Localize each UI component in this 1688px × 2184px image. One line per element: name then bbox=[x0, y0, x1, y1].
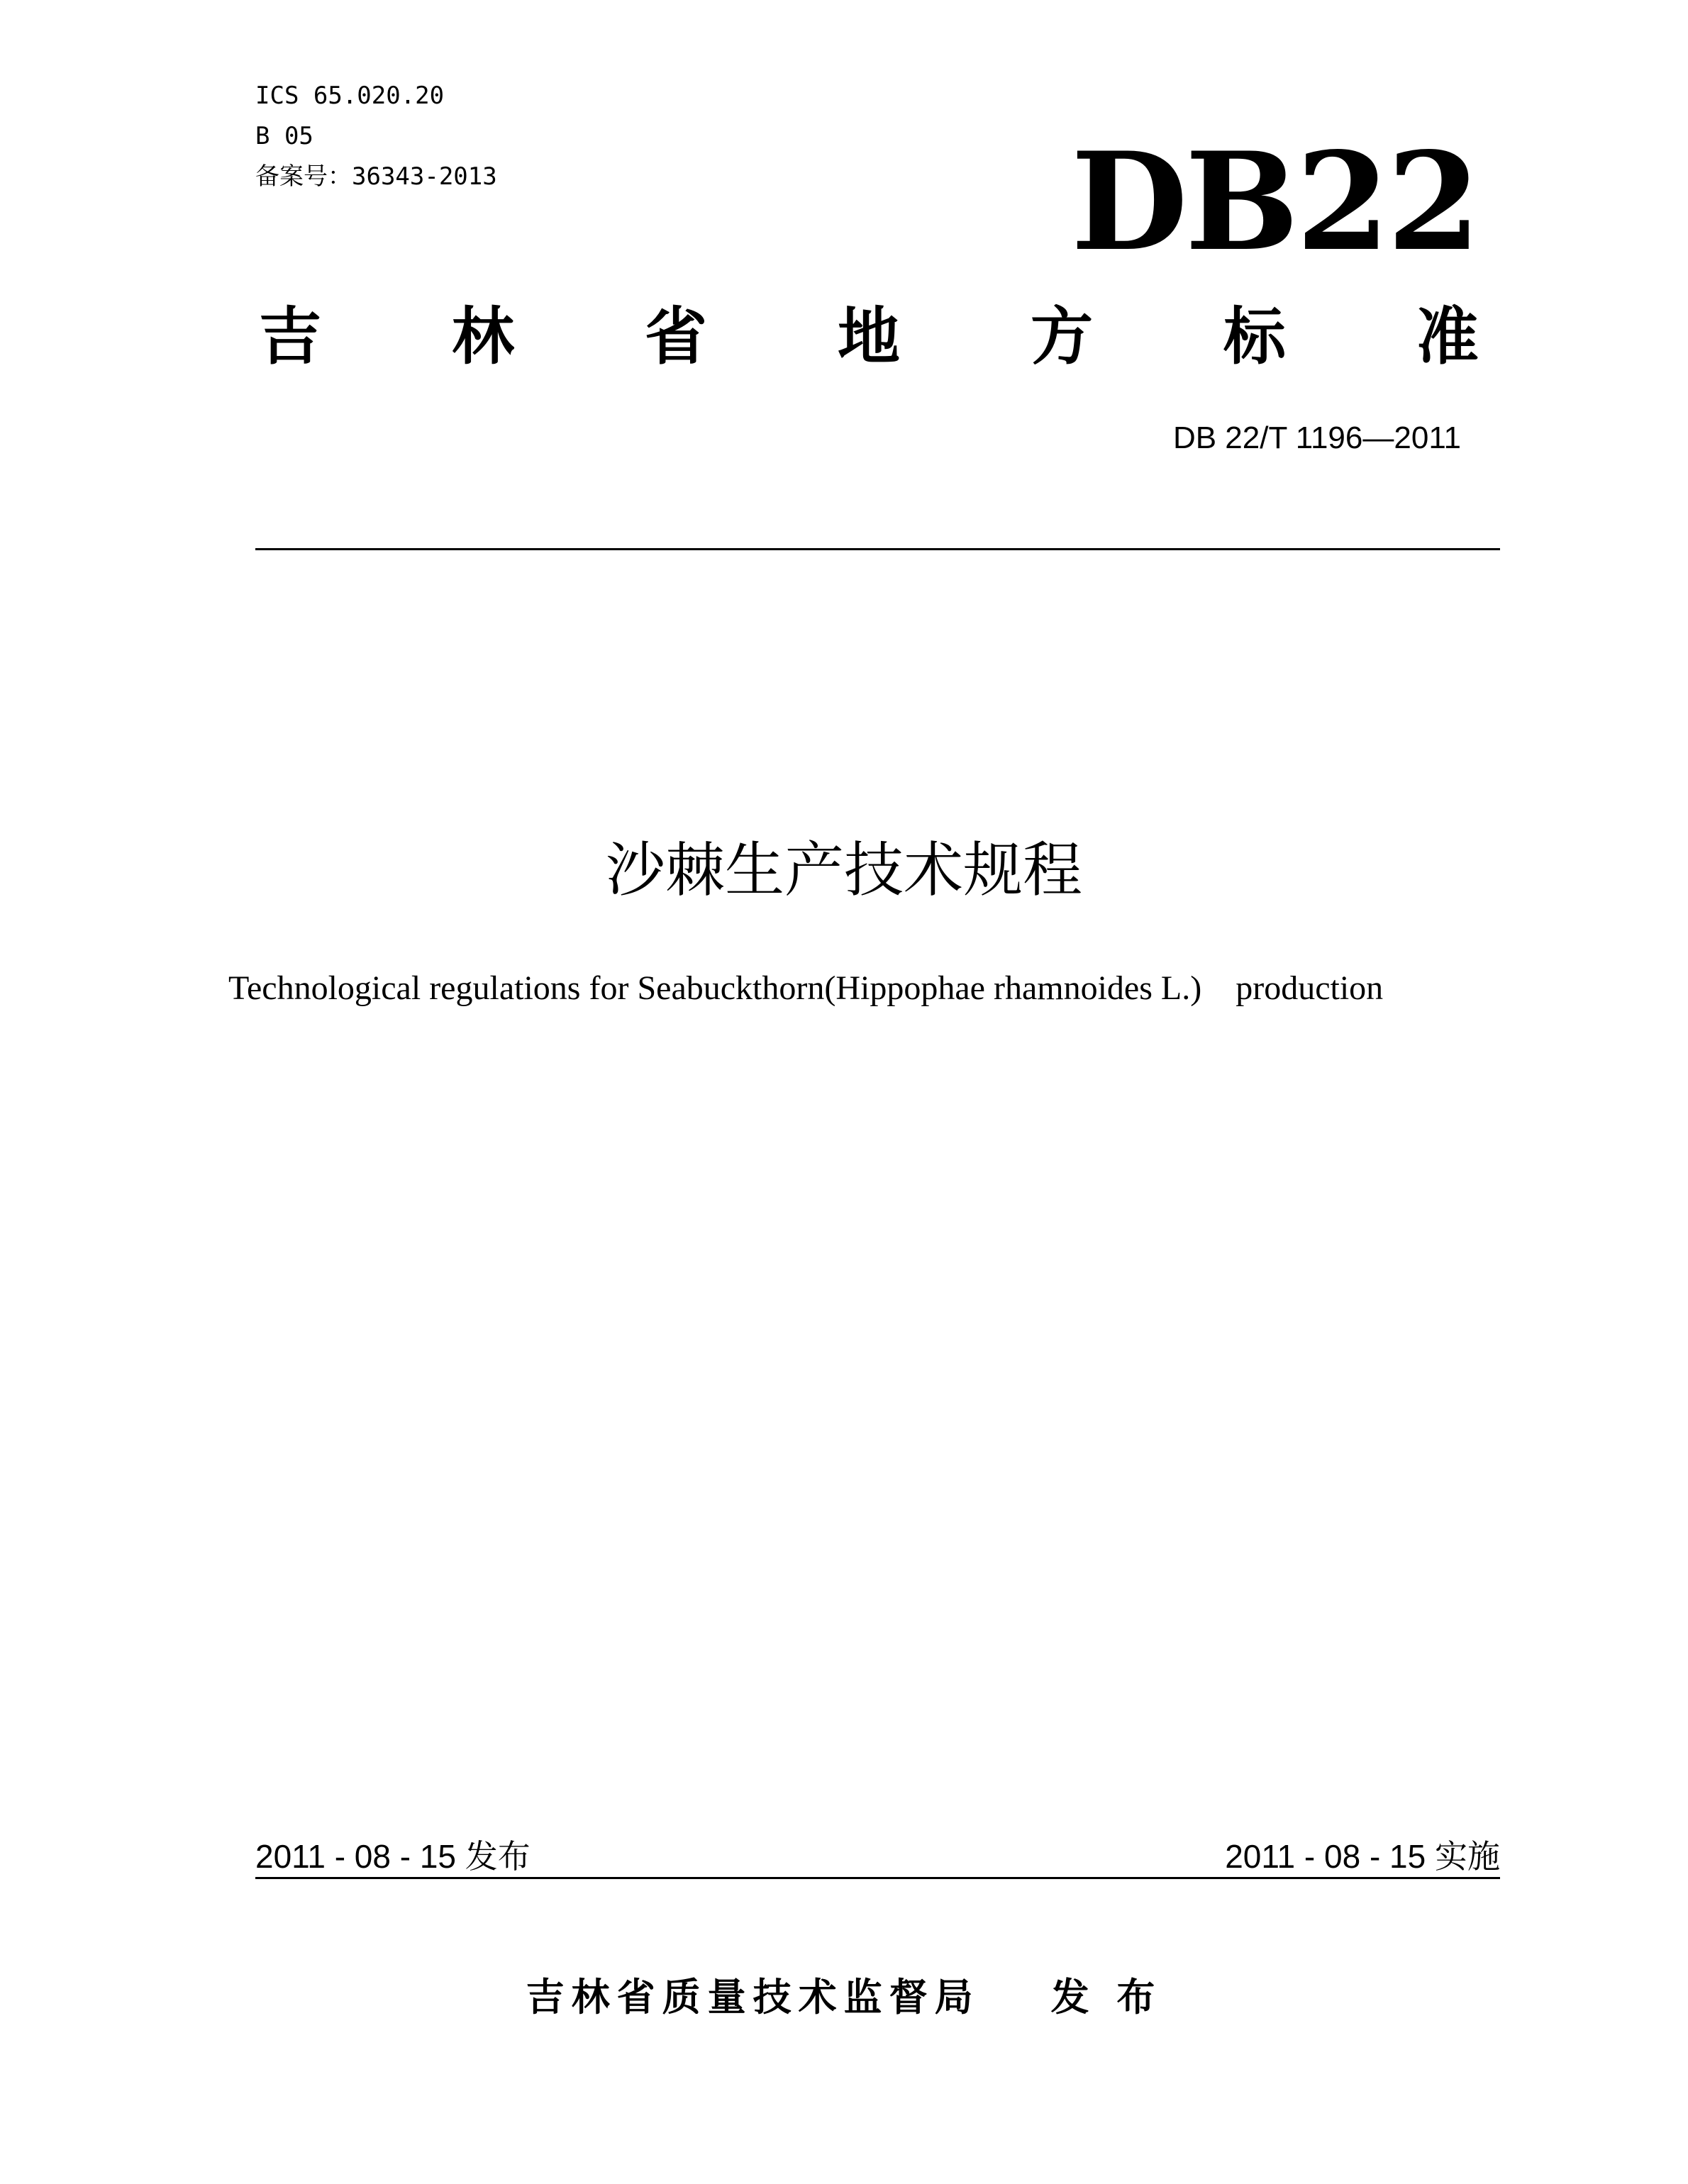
standard-type-char: 方 bbox=[1030, 300, 1093, 373]
record-number: 备案号：36343-2013 bbox=[255, 162, 497, 191]
standard-type-char: 地 bbox=[837, 300, 900, 373]
publish-date: 2011 - 08 - 15 发布 bbox=[255, 1838, 531, 1875]
standard-type-heading bbox=[259, 298, 1479, 376]
classification-code: B 05 bbox=[255, 122, 313, 150]
issuing-authority bbox=[0, 1975, 1688, 2019]
standard-logo: DB22 bbox=[1071, 123, 1478, 281]
standard-type-char: 准 bbox=[1416, 300, 1479, 373]
standard-code: DB 22/T 1196—2011 bbox=[1172, 420, 1461, 455]
header-divider bbox=[255, 548, 1500, 550]
footer-divider bbox=[255, 1877, 1500, 1879]
standard-type-char: 标 bbox=[1223, 300, 1286, 373]
standard-type-char: 林 bbox=[451, 300, 514, 373]
implementation-date: 2011 - 08 - 15 实施 bbox=[1225, 1838, 1500, 1875]
standard-type-char: 吉 bbox=[259, 300, 322, 373]
ics-number: ICS 65.020.20 bbox=[255, 82, 445, 110]
issuer-name: 吉林省质量技术监督局 bbox=[526, 1975, 980, 2019]
issuer-action: 发 布 bbox=[1050, 1975, 1162, 2019]
document-title-chinese: 沙棘生产技术规程 bbox=[605, 835, 1082, 905]
standard-type-char: 省 bbox=[644, 300, 707, 373]
document-title-english: Technological regulations for Seabuckthorn(Hippophae rhamnoides L.) production bbox=[228, 969, 1384, 1007]
